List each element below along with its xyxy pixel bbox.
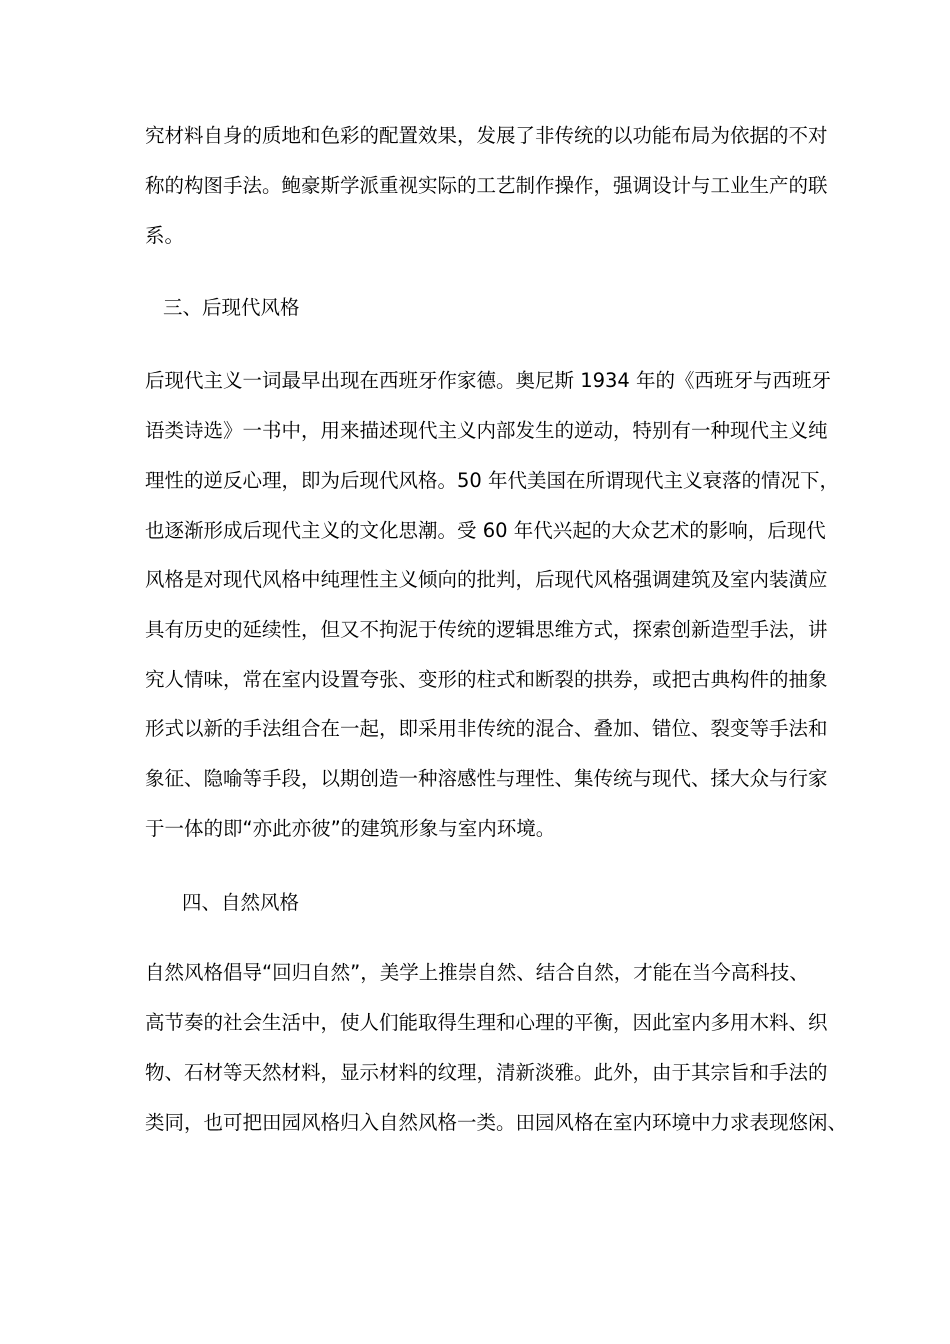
paragraph-line: 于一体的即“亦此亦彼”的建筑形象与室内环境。 — [145, 817, 556, 840]
paragraph-line: 究材料自身的质地和色彩的配置效果，发展了非传统的以功能布局为依据的不对 — [145, 124, 828, 147]
paragraph-line: 究人情味，常在室内设置夸张、变形的柱式和断裂的拱券，或把古典构件的抽象 — [145, 668, 828, 691]
paragraph-line: 形式以新的手法组合在一起，即采用非传统的混合、叠加、错位、裂变等手法和 — [145, 717, 828, 740]
paragraph-line: 称的构图手法。鲍豪斯学派重视实际的工艺制作操作，强调设计与工业生产的联 — [145, 174, 828, 197]
section-heading-natural: 四、自然风格 — [182, 891, 300, 914]
paragraph-line: 理性的逆反心理，即为后现代风格。50 年代美国在所谓现代主义衰落的情况下， — [145, 469, 840, 492]
paragraph-line: 物、石材等天然材料，显示材料的纹理，清新淡雅。此外，由于其宗旨和手法的 — [145, 1061, 828, 1084]
paragraph-line: 系。 — [145, 224, 185, 247]
paragraph-line: 后现代主义一词最早出现在西班牙作家德。奥尼斯 1934 年的《西班牙与西班牙 — [145, 369, 832, 392]
paragraph-line: 象征、隐喻等手段，以期创造一种溶感性与理性、集传统与现代、揉大众与行家 — [145, 767, 828, 790]
section-heading-postmodern: 三、后现代风格 — [163, 296, 300, 319]
paragraph-line: 高节奏的社会生活中，使人们能取得生理和心理的平衡，因此室内多用木料、织 — [145, 1011, 828, 1034]
paragraph-line: 风格是对现代风格中纯理性主义倾向的批判，后现代风格强调建筑及室内装潢应 — [145, 568, 828, 591]
paragraph-line: 也逐渐形成后现代主义的文化思潮。受 60 年代兴起的大众艺术的影响，后现代 — [145, 519, 826, 542]
paragraph-line: 具有历史的延续性，但又不拘泥于传统的逻辑思维方式，探索创新造型手法，讲 — [145, 618, 828, 641]
paragraph-line: 语类诗选》一书中，用来描述现代主义内部发生的逆动，特别有一种现代主义纯 — [145, 419, 828, 442]
paragraph-line: 自然风格倡导“回归自然”，美学上推崇自然、结合自然，才能在当今高科技、 — [145, 961, 809, 984]
paragraph-line: 类同，也可把田园风格归入自然风格一类。田园风格在室内环境中力求表现悠闲、 — [145, 1111, 848, 1134]
